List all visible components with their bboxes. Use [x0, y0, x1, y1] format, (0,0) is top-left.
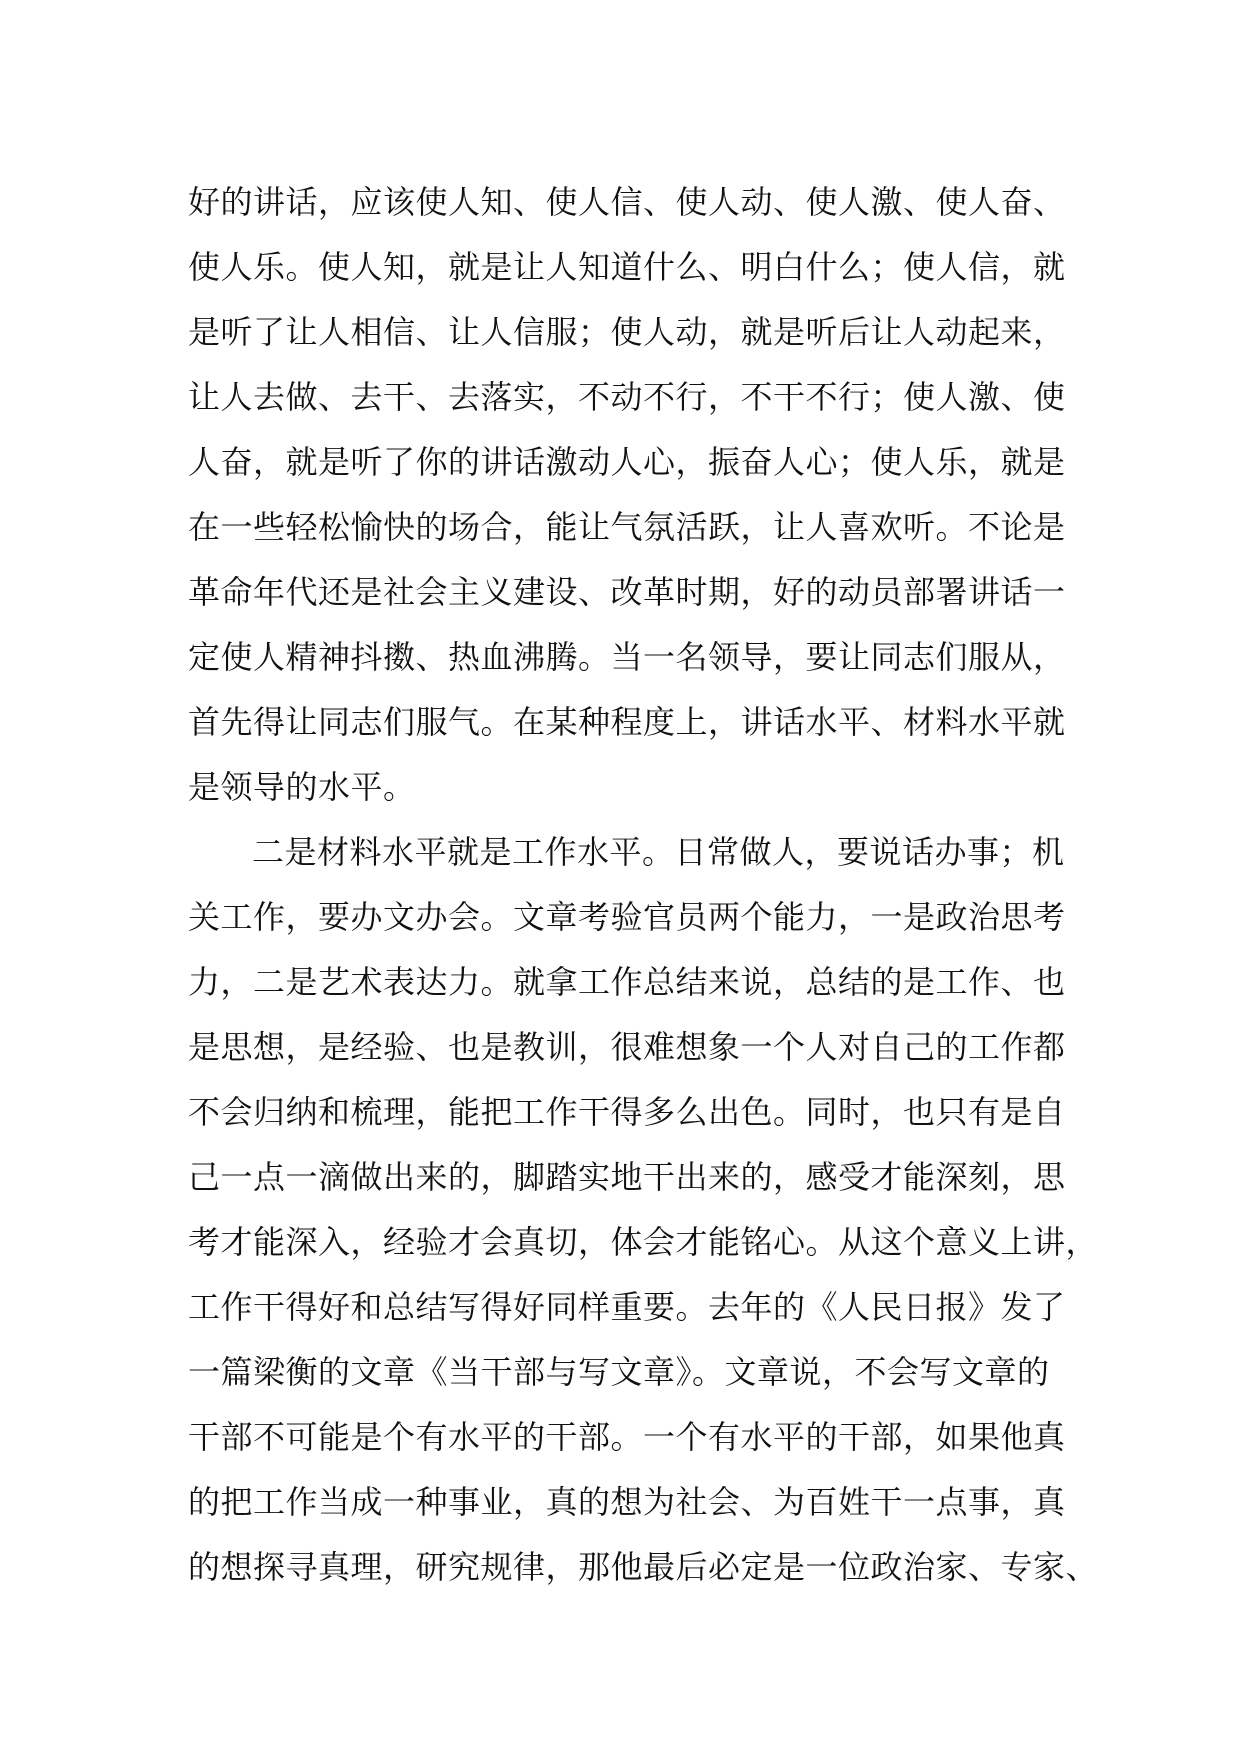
text-line: 关工作，要办文办会。文章考验官员两个能力，一是政治思考 [188, 898, 1066, 936]
text-line: 是思想，是经验、也是教训，很难想象一个人对自己的工作都 [188, 1028, 1066, 1066]
text-line: 干部不可能是个有水平的干部。一个有水平的干部，如果他真 [188, 1418, 1066, 1456]
text-line: 首先得让同志们服气。在某种程度上，讲话水平、材料水平就 [188, 703, 1066, 741]
text-line: 人奋，就是听了你的讲话激动人心，振奋人心；使人乐，就是 [188, 443, 1066, 481]
text-line: 的想探寻真理，研究规律，那他最后必定是一位政治家、专家、 [188, 1548, 1099, 1586]
body-text [188, 170, 1099, 1600]
text-line: 工作干得好和总结写得好同样重要。去年的《人民日报》发了 [188, 1288, 1066, 1326]
text-line: 革命年代还是社会主义建设、改革时期，好的动员部署讲话一 [188, 573, 1066, 611]
text-line: 力，二是艺术表达力。就拿工作总结来说，总结的是工作、也 [188, 963, 1066, 1001]
text-line: 考才能深入，经验才会真切，体会才能铭心。从这个意义上讲， [188, 1223, 1099, 1261]
text-line: 不会归纳和梳理，能把工作干得多么出色。同时，也只有是自 [188, 1093, 1066, 1131]
text-line: 的把工作当成一种事业，真的想为社会、为百姓干一点事，真 [188, 1483, 1066, 1521]
text-line: 使人乐。使人知，就是让人知道什么、明白什么；使人信，就 [188, 248, 1066, 286]
text-line: 让人去做、去干、去落实，不动不行，不干不行；使人激、使 [188, 378, 1066, 416]
text-line: 在一些轻松愉快的场合，能让气氛活跃，让人喜欢听。不论是 [188, 508, 1066, 546]
text-line: 是领导的水平。 [188, 768, 416, 806]
text-line: 定使人精神抖擞、热血沸腾。当一名领导，要让同志们服从， [188, 638, 1066, 676]
paragraph-start-line: 二是材料水平就是工作水平。日常做人，要说话办事；机 [252, 833, 1065, 871]
text-line: 好的讲话，应该使人知、使人信、使人动、使人激、使人奋、 [188, 183, 1066, 221]
text-line: 一篇梁衡的文章《当干部与写文章》。文章说，不会写文章的 [188, 1353, 1050, 1391]
text-line: 己一点一滴做出来的，脚踏实地干出来的，感受才能深刻，思 [188, 1158, 1066, 1196]
text-line: 是听了让人相信、让人信服；使人动，就是听后让人动起来， [188, 313, 1066, 351]
